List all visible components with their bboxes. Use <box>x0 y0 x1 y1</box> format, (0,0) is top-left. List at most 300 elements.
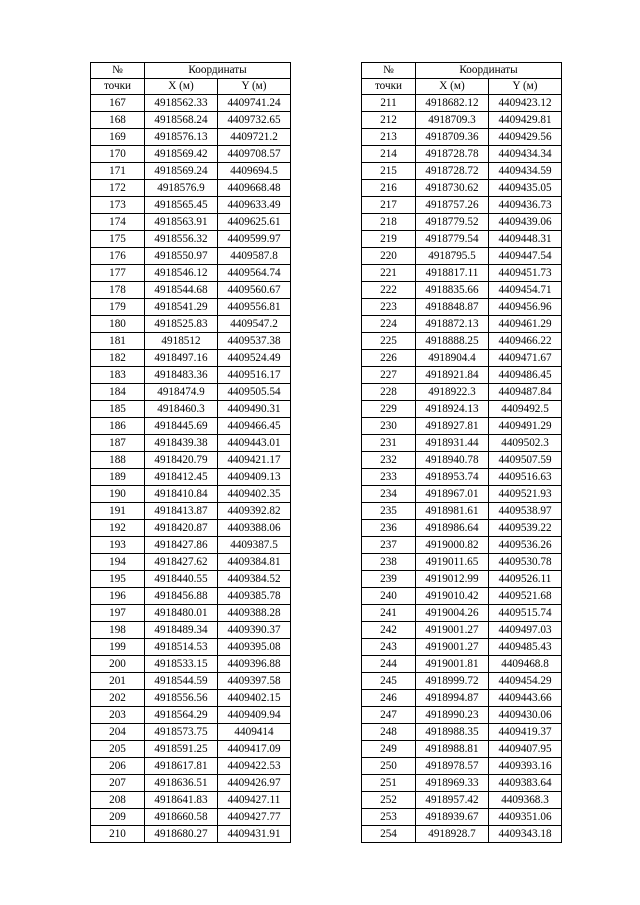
point-number-cell: 190 <box>91 486 145 503</box>
point-number-cell: 177 <box>91 265 145 282</box>
x-coordinate-cell: 4918514.53 <box>145 639 218 656</box>
point-number-subheader: точки <box>91 79 145 95</box>
x-coordinate-cell: 4918953.74 <box>416 469 489 486</box>
table-row <box>362 724 562 741</box>
table-row <box>362 401 562 418</box>
y-coordinate-cell: 4409461.29 <box>489 316 562 333</box>
point-number-cell: 238 <box>362 554 416 571</box>
y-coordinate-cell: 4409448.31 <box>489 231 562 248</box>
table-row <box>91 503 291 520</box>
x-column-header: X (м) <box>145 79 218 95</box>
point-number-cell: 236 <box>362 520 416 537</box>
x-coordinate-cell: 4919011.65 <box>416 554 489 571</box>
y-coordinate-cell: 4409385.78 <box>218 588 291 605</box>
x-coordinate-cell: 4918427.86 <box>145 537 218 554</box>
y-coordinate-cell: 4409456.96 <box>489 299 562 316</box>
table-row <box>362 146 562 163</box>
table-row <box>362 214 562 231</box>
x-coordinate-cell: 4918565.45 <box>145 197 218 214</box>
table-row <box>91 197 291 214</box>
x-coordinate-cell: 4918544.68 <box>145 282 218 299</box>
table-row <box>91 95 291 112</box>
point-number-cell: 241 <box>362 605 416 622</box>
y-coordinate-cell: 4409521.68 <box>489 588 562 605</box>
y-coordinate-cell: 4409392.82 <box>218 503 291 520</box>
table-row <box>91 163 291 180</box>
table-row <box>362 333 562 350</box>
table-row <box>91 112 291 129</box>
table-row <box>91 554 291 571</box>
x-coordinate-cell: 4918440.55 <box>145 571 218 588</box>
y-coordinate-cell: 4409515.74 <box>489 605 562 622</box>
x-coordinate-cell: 4918835.66 <box>416 282 489 299</box>
point-number-cell: 216 <box>362 180 416 197</box>
x-coordinate-cell: 4918757.26 <box>416 197 489 214</box>
point-number-cell: 223 <box>362 299 416 316</box>
x-coordinate-cell: 4918439.38 <box>145 435 218 452</box>
point-number-cell: 170 <box>91 146 145 163</box>
table-row <box>362 503 562 520</box>
y-coordinate-cell: 4409409.94 <box>218 707 291 724</box>
point-number-cell: 252 <box>362 792 416 809</box>
x-coordinate-cell: 4918568.24 <box>145 112 218 129</box>
x-coordinate-cell: 4918728.78 <box>416 146 489 163</box>
x-coordinate-cell: 4919001.81 <box>416 656 489 673</box>
y-coordinate-cell: 4409492.5 <box>489 401 562 418</box>
table-row <box>362 163 562 180</box>
y-coordinate-cell: 4409421.17 <box>218 452 291 469</box>
table-row <box>91 265 291 282</box>
x-coordinate-cell: 4918562.33 <box>145 95 218 112</box>
x-coordinate-cell: 4918410.84 <box>145 486 218 503</box>
point-number-cell: 189 <box>91 469 145 486</box>
x-coordinate-cell: 4918544.59 <box>145 673 218 690</box>
y-coordinate-cell: 4409537.38 <box>218 333 291 350</box>
table-row <box>91 486 291 503</box>
point-number-cell: 187 <box>91 435 145 452</box>
x-coordinate-cell: 4918541.29 <box>145 299 218 316</box>
point-number-cell: 225 <box>362 333 416 350</box>
table-row <box>362 758 562 775</box>
table-row <box>362 707 562 724</box>
point-number-cell: 229 <box>362 401 416 418</box>
x-coordinate-cell: 4918817.11 <box>416 265 489 282</box>
point-number-cell: 208 <box>91 792 145 809</box>
y-coordinate-cell: 4409409.13 <box>218 469 291 486</box>
x-coordinate-cell: 4918569.42 <box>145 146 218 163</box>
point-number-cell: 237 <box>362 537 416 554</box>
y-coordinate-cell: 4409393.16 <box>489 758 562 775</box>
table-row <box>91 469 291 486</box>
point-number-cell: 167 <box>91 95 145 112</box>
x-coordinate-cell: 4918709.3 <box>416 112 489 129</box>
point-number-cell: 204 <box>91 724 145 741</box>
y-coordinate-cell: 4409516.63 <box>489 469 562 486</box>
point-number-cell: 222 <box>362 282 416 299</box>
point-number-cell: 178 <box>91 282 145 299</box>
x-coordinate-cell: 4918981.61 <box>416 503 489 520</box>
table-row <box>362 741 562 758</box>
y-coordinate-cell: 4409368.3 <box>489 792 562 809</box>
x-coordinate-cell: 4918939.67 <box>416 809 489 826</box>
table-row <box>91 520 291 537</box>
point-number-cell: 234 <box>362 486 416 503</box>
table-row <box>362 197 562 214</box>
point-number-cell: 212 <box>362 112 416 129</box>
table-row <box>362 809 562 826</box>
y-coordinate-cell: 4409471.67 <box>489 350 562 367</box>
x-coordinate-cell: 4918931.44 <box>416 435 489 452</box>
x-coordinate-cell: 4918546.12 <box>145 265 218 282</box>
point-number-cell: 220 <box>362 248 416 265</box>
table-row <box>362 112 562 129</box>
x-coordinate-cell: 4918928.7 <box>416 826 489 843</box>
y-coordinate-cell: 4409466.45 <box>218 418 291 435</box>
y-coordinate-cell: 4409507.59 <box>489 452 562 469</box>
y-coordinate-cell: 4409516.17 <box>218 367 291 384</box>
point-number-cell: 195 <box>91 571 145 588</box>
y-coordinate-cell: 4409443.66 <box>489 690 562 707</box>
table-row <box>91 418 291 435</box>
y-coordinate-cell: 4409732.65 <box>218 112 291 129</box>
point-number-cell: 226 <box>362 350 416 367</box>
y-coordinate-cell: 4409435.05 <box>489 180 562 197</box>
coordinates-table-left <box>90 62 291 843</box>
table-row <box>91 656 291 673</box>
x-coordinate-cell: 4918967.01 <box>416 486 489 503</box>
point-number-cell: 172 <box>91 180 145 197</box>
table-row <box>362 180 562 197</box>
y-coordinate-cell: 4409694.5 <box>218 163 291 180</box>
point-number-cell: 240 <box>362 588 416 605</box>
y-coordinate-cell: 4409443.01 <box>218 435 291 452</box>
point-number-cell: 182 <box>91 350 145 367</box>
x-coordinate-cell: 4918986.64 <box>416 520 489 537</box>
point-number-cell: 231 <box>362 435 416 452</box>
x-coordinate-cell: 4919004.26 <box>416 605 489 622</box>
x-coordinate-cell: 4918994.87 <box>416 690 489 707</box>
table-row <box>91 129 291 146</box>
point-number-cell: 232 <box>362 452 416 469</box>
point-number-cell: 251 <box>362 775 416 792</box>
table-row <box>362 95 562 112</box>
x-coordinate-cell: 4918641.83 <box>145 792 218 809</box>
point-number-cell: 188 <box>91 452 145 469</box>
y-coordinate-cell: 4409708.57 <box>218 146 291 163</box>
point-number-cell: 249 <box>362 741 416 758</box>
x-coordinate-cell: 4918576.13 <box>145 129 218 146</box>
table-row <box>362 452 562 469</box>
x-coordinate-cell: 4918427.62 <box>145 554 218 571</box>
x-coordinate-cell: 4918921.84 <box>416 367 489 384</box>
x-coordinate-cell: 4918483.36 <box>145 367 218 384</box>
x-coordinate-cell: 4918420.87 <box>145 520 218 537</box>
point-number-cell: 175 <box>91 231 145 248</box>
table-row <box>91 367 291 384</box>
point-number-cell: 217 <box>362 197 416 214</box>
y-coordinate-cell: 4409383.64 <box>489 775 562 792</box>
x-coordinate-cell: 4918709.36 <box>416 129 489 146</box>
table-row <box>91 333 291 350</box>
table-row <box>91 622 291 639</box>
y-coordinate-cell: 4409466.22 <box>489 333 562 350</box>
y-coordinate-cell: 4409427.77 <box>218 809 291 826</box>
point-number-cell: 244 <box>362 656 416 673</box>
table-row <box>362 248 562 265</box>
x-coordinate-cell: 4918556.56 <box>145 690 218 707</box>
x-coordinate-cell: 4918988.35 <box>416 724 489 741</box>
point-number-cell: 184 <box>91 384 145 401</box>
x-coordinate-cell: 4918456.88 <box>145 588 218 605</box>
x-coordinate-cell: 4918730.62 <box>416 180 489 197</box>
point-number-cell: 254 <box>362 826 416 843</box>
y-coordinate-cell: 4409587.8 <box>218 248 291 265</box>
x-coordinate-cell: 4918922.3 <box>416 384 489 401</box>
y-coordinate-cell: 4409427.11 <box>218 792 291 809</box>
point-number-cell: 201 <box>91 673 145 690</box>
y-coordinate-cell: 4409497.03 <box>489 622 562 639</box>
point-number-cell: 215 <box>362 163 416 180</box>
point-number-cell: 211 <box>362 95 416 112</box>
table-row <box>91 248 291 265</box>
x-coordinate-cell: 4918497.16 <box>145 350 218 367</box>
x-coordinate-cell: 4919010.42 <box>416 588 489 605</box>
table-row <box>91 826 291 843</box>
table-row <box>91 180 291 197</box>
x-coordinate-cell: 4918779.54 <box>416 231 489 248</box>
point-number-cell: 221 <box>362 265 416 282</box>
table-row <box>362 571 562 588</box>
y-coordinate-cell: 4409560.67 <box>218 282 291 299</box>
table-row <box>362 639 562 656</box>
point-number-cell: 185 <box>91 401 145 418</box>
x-column-header: X (м) <box>416 79 489 95</box>
y-coordinate-cell: 4409351.06 <box>489 809 562 826</box>
x-coordinate-cell: 4918460.3 <box>145 401 218 418</box>
point-number-cell: 186 <box>91 418 145 435</box>
table-row <box>91 401 291 418</box>
y-coordinate-cell: 4409423.12 <box>489 95 562 112</box>
table-row <box>91 350 291 367</box>
point-number-cell: 203 <box>91 707 145 724</box>
table-row <box>91 214 291 231</box>
y-coordinate-cell: 4409429.81 <box>489 112 562 129</box>
y-coordinate-cell: 4409547.2 <box>218 316 291 333</box>
y-coordinate-cell: 4409396.88 <box>218 656 291 673</box>
table-row <box>362 435 562 452</box>
x-coordinate-cell: 4918445.69 <box>145 418 218 435</box>
point-number-cell: 210 <box>91 826 145 843</box>
point-number-cell: 191 <box>91 503 145 520</box>
x-coordinate-cell: 4919001.27 <box>416 639 489 656</box>
x-coordinate-cell: 4918564.29 <box>145 707 218 724</box>
x-coordinate-cell: 4918957.42 <box>416 792 489 809</box>
y-coordinate-cell: 4409397.58 <box>218 673 291 690</box>
table-row <box>362 690 562 707</box>
x-coordinate-cell: 4919001.27 <box>416 622 489 639</box>
point-number-cell: 247 <box>362 707 416 724</box>
table-row <box>362 265 562 282</box>
y-coordinate-cell: 4409384.81 <box>218 554 291 571</box>
y-coordinate-cell: 4409633.49 <box>218 197 291 214</box>
table-row <box>362 282 562 299</box>
x-coordinate-cell: 4918904.4 <box>416 350 489 367</box>
table-row <box>362 588 562 605</box>
table-row <box>362 418 562 435</box>
y-coordinate-cell: 4409668.48 <box>218 180 291 197</box>
point-number-cell: 213 <box>362 129 416 146</box>
table-row <box>91 775 291 792</box>
x-coordinate-cell: 4918591.25 <box>145 741 218 758</box>
table-row <box>362 605 562 622</box>
y-coordinate-cell: 4409521.93 <box>489 486 562 503</box>
point-number-cell: 197 <box>91 605 145 622</box>
table-row <box>362 384 562 401</box>
y-coordinate-cell: 4409343.18 <box>489 826 562 843</box>
y-coordinate-cell: 4409524.49 <box>218 350 291 367</box>
point-number-cell: 206 <box>91 758 145 775</box>
table-row <box>362 350 562 367</box>
table-row <box>362 554 562 571</box>
coordinates-table-right <box>361 62 562 843</box>
table-row <box>91 809 291 826</box>
table-row <box>91 435 291 452</box>
y-coordinate-cell: 4409487.84 <box>489 384 562 401</box>
point-number-cell: 169 <box>91 129 145 146</box>
table-row <box>362 792 562 809</box>
y-coordinate-cell: 4409431.91 <box>218 826 291 843</box>
y-coordinate-cell: 4409414 <box>218 724 291 741</box>
y-coordinate-cell: 4409486.45 <box>489 367 562 384</box>
x-coordinate-cell: 4918680.27 <box>145 826 218 843</box>
y-coordinate-cell: 4409388.28 <box>218 605 291 622</box>
y-coordinate-cell: 4409434.34 <box>489 146 562 163</box>
y-coordinate-cell: 4409407.95 <box>489 741 562 758</box>
x-coordinate-cell: 4918489.34 <box>145 622 218 639</box>
y-coordinate-cell: 4409490.31 <box>218 401 291 418</box>
table-row <box>362 316 562 333</box>
point-number-cell: 207 <box>91 775 145 792</box>
x-coordinate-cell: 4919012.99 <box>416 571 489 588</box>
x-coordinate-cell: 4918412.45 <box>145 469 218 486</box>
table-row <box>362 775 562 792</box>
x-coordinate-cell: 4918569.24 <box>145 163 218 180</box>
y-coordinate-cell: 4409599.97 <box>218 231 291 248</box>
y-coordinate-cell: 4409538.97 <box>489 503 562 520</box>
point-number-cell: 246 <box>362 690 416 707</box>
point-number-cell: 198 <box>91 622 145 639</box>
table-row <box>91 605 291 622</box>
point-number-cell: 248 <box>362 724 416 741</box>
table-row <box>362 520 562 537</box>
x-coordinate-cell: 4918682.12 <box>416 95 489 112</box>
point-number-cell: 174 <box>91 214 145 231</box>
point-number-cell: 243 <box>362 639 416 656</box>
y-coordinate-cell: 4409741.24 <box>218 95 291 112</box>
y-coordinate-cell: 4409434.59 <box>489 163 562 180</box>
y-coordinate-cell: 4409625.61 <box>218 214 291 231</box>
x-coordinate-cell: 4918660.58 <box>145 809 218 826</box>
y-coordinate-cell: 4409402.35 <box>218 486 291 503</box>
table-row <box>91 724 291 741</box>
point-number-subheader: точки <box>362 79 416 95</box>
y-coordinate-cell: 4409395.08 <box>218 639 291 656</box>
table-row <box>91 146 291 163</box>
x-coordinate-cell: 4918924.13 <box>416 401 489 418</box>
table-row <box>362 486 562 503</box>
y-coordinate-cell: 4409539.22 <box>489 520 562 537</box>
y-coordinate-cell: 4409454.29 <box>489 673 562 690</box>
table-row <box>91 537 291 554</box>
point-number-cell: 193 <box>91 537 145 554</box>
x-coordinate-cell: 4918550.97 <box>145 248 218 265</box>
y-column-header: Y (м) <box>218 79 291 95</box>
y-coordinate-cell: 4409387.5 <box>218 537 291 554</box>
table-row <box>362 622 562 639</box>
x-coordinate-cell: 4918636.51 <box>145 775 218 792</box>
point-number-cell: 196 <box>91 588 145 605</box>
table-row <box>362 826 562 843</box>
y-coordinate-cell: 4409485.43 <box>489 639 562 656</box>
x-coordinate-cell: 4918525.83 <box>145 316 218 333</box>
x-coordinate-cell: 4918888.25 <box>416 333 489 350</box>
x-coordinate-cell: 4918848.87 <box>416 299 489 316</box>
x-coordinate-cell: 4918556.32 <box>145 231 218 248</box>
table-row <box>91 452 291 469</box>
y-coordinate-cell: 4409417.09 <box>218 741 291 758</box>
y-coordinate-cell: 4409384.52 <box>218 571 291 588</box>
table-row <box>91 639 291 656</box>
x-coordinate-cell: 4918990.23 <box>416 707 489 724</box>
point-number-cell: 192 <box>91 520 145 537</box>
point-number-cell: 253 <box>362 809 416 826</box>
y-coordinate-cell: 4409505.54 <box>218 384 291 401</box>
point-number-cell: 202 <box>91 690 145 707</box>
x-coordinate-cell: 4918563.91 <box>145 214 218 231</box>
x-coordinate-cell: 4918927.81 <box>416 418 489 435</box>
table-row <box>91 282 291 299</box>
x-coordinate-cell: 4918728.72 <box>416 163 489 180</box>
y-coordinate-cell: 4409422.53 <box>218 758 291 775</box>
point-number-cell: 200 <box>91 656 145 673</box>
point-number-cell: 171 <box>91 163 145 180</box>
point-number-cell: 199 <box>91 639 145 656</box>
y-coordinate-cell: 4409454.71 <box>489 282 562 299</box>
y-coordinate-cell: 4409491.29 <box>489 418 562 435</box>
table-row <box>91 673 291 690</box>
point-number-cell: 181 <box>91 333 145 350</box>
table-row <box>91 758 291 775</box>
point-number-cell: 209 <box>91 809 145 826</box>
x-coordinate-cell: 4918480.01 <box>145 605 218 622</box>
table-row <box>91 741 291 758</box>
y-coordinate-cell: 4409468.8 <box>489 656 562 673</box>
y-coordinate-cell: 4409439.06 <box>489 214 562 231</box>
table-row <box>362 129 562 146</box>
table-row <box>91 792 291 809</box>
y-coordinate-cell: 4409390.37 <box>218 622 291 639</box>
y-coordinate-cell: 4409436.73 <box>489 197 562 214</box>
y-coordinate-cell: 4409430.06 <box>489 707 562 724</box>
coordinates-header: Координаты <box>416 63 562 79</box>
point-number-cell: 228 <box>362 384 416 401</box>
point-number-header: № <box>91 63 145 79</box>
y-coordinate-cell: 4409721.2 <box>218 129 291 146</box>
point-number-cell: 168 <box>91 112 145 129</box>
table-row <box>91 231 291 248</box>
point-number-cell: 218 <box>362 214 416 231</box>
y-coordinate-cell: 4409419.37 <box>489 724 562 741</box>
